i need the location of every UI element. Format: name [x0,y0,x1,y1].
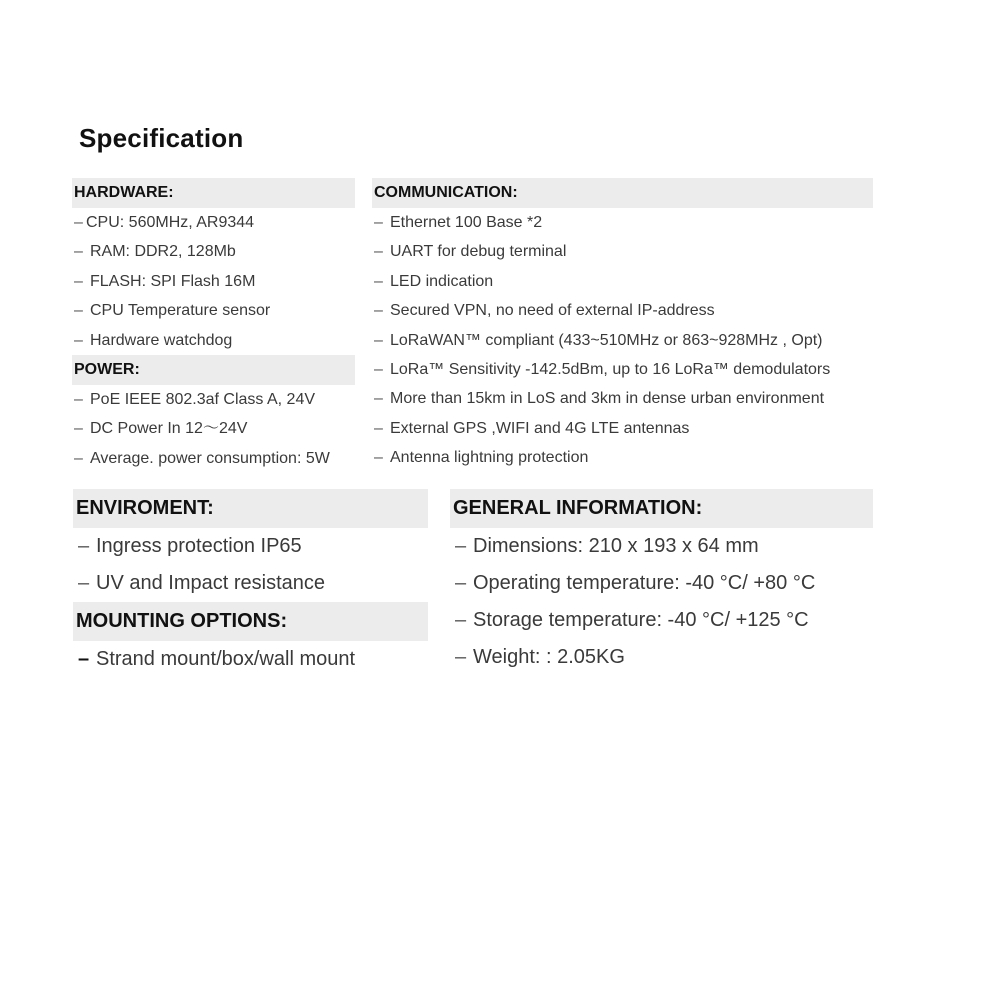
mounting-list [73,641,428,678]
list-item: – Strand mount/box/wall mount [73,641,428,678]
dash-icon: – [374,214,383,231]
power-section [72,355,355,473]
list-item: – Hardware watchdog [72,326,355,355]
page-title: Specification [79,123,244,153]
list-item: – Antenna lightning protection [372,443,873,472]
list-item: – LoRa™ Sensitivity -142.5dBm, up to 16 LoRa™ demodulators [372,355,873,384]
dash-icon: – [374,419,383,437]
dash-icon: – [455,609,467,631]
list-item: – Weight: : 2.05KG [450,639,873,676]
list-item: – Average. power consumption: 5W [72,444,355,473]
dash-icon: – [374,331,383,349]
dash-icon: – [74,272,83,290]
list-item: – UART for debug terminal [372,237,873,266]
list-item: – Secured VPN, no need of external IP-address [372,296,873,325]
list-item: – LED indication [372,267,873,296]
list-item: – Ethernet 100 Base *2 [372,208,873,237]
hardware-header: HARDWARE: [72,178,355,208]
dash-icon: – [374,243,383,261]
mounting-section [73,602,428,678]
hardware-section [72,178,355,355]
environment-list [73,528,428,602]
dash-icon: – [374,272,383,290]
list-item: – CPU Temperature sensor [72,296,355,325]
environment-header: ENVIROMENT: [73,489,428,528]
communication-header: COMMUNICATION: [372,178,873,208]
power-header: POWER: [72,355,355,385]
dash-icon: – [374,302,383,320]
hardware-list [72,208,355,355]
environment-section [73,489,428,602]
dash-icon: – [78,572,90,594]
list-item: – Operating temperature: -40 °C/ +80 °C [450,565,873,602]
dash-icon: – [74,391,83,408]
list-item: – Ingress protection IP65 [73,528,428,565]
communication-section [372,178,873,473]
dash-icon: – [374,390,383,408]
dash-icon: – [455,535,467,557]
dash-icon: – [374,360,383,378]
general-information-section [450,489,873,676]
list-item: – More than 15km in LoS and 3km in dense urban environment [372,384,873,413]
list-item: – RAM: DDR2, 128Mb [72,237,355,266]
list-item: – Dimensions: 210 x 193 x 64 mm [450,528,873,565]
dash-icon: – [78,648,90,670]
dash-icon: – [74,214,83,231]
list-item: – LoRaWAN™ compliant (433~510MHz or 863~928MHz , Opt) [372,326,873,355]
general-information-list [450,528,873,676]
list-item: – External GPS ,WIFI and 4G LTE antennas [372,414,873,443]
list-item: – CPU: 560MHz, AR9344 [72,208,355,237]
dash-icon: – [74,449,83,467]
list-item: – DC Power In 12～24V [72,414,355,443]
list-item: – FLASH: SPI Flash 16M [72,267,355,296]
dash-icon: – [78,535,90,557]
dash-icon: – [455,646,467,668]
dash-icon: – [455,572,467,594]
dash-icon: – [74,243,83,261]
power-list [72,385,355,473]
dash-icon: – [74,302,83,320]
general-information-header: GENERAL INFORMATION: [450,489,873,528]
dash-icon: – [74,420,83,438]
dash-icon: – [374,449,383,467]
dash-icon: – [74,331,83,349]
list-item: – Storage temperature: -40 °C/ +125 °C [450,602,873,639]
list-item: – PoE IEEE 802.3af Class A, 24V [72,385,355,414]
list-item: – UV and Impact resistance [73,565,428,602]
mounting-header: MOUNTING OPTIONS: [73,602,428,641]
communication-list [372,208,873,473]
